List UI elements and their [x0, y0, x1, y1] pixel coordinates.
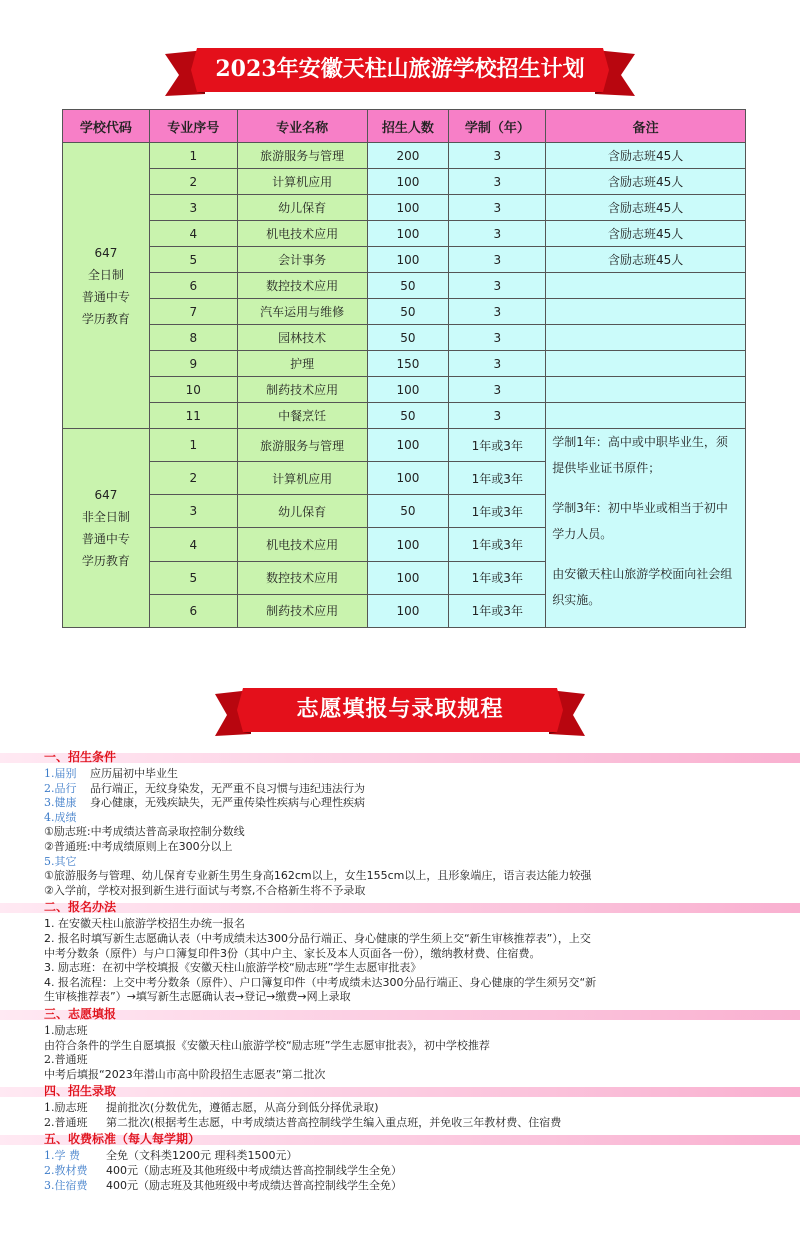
major-no-cell: 8 — [149, 325, 237, 351]
list-item: 生审核推荐表”）→填写新生志愿确认表→登记→缴费→网上录取 — [44, 990, 351, 1004]
note-cell — [546, 351, 746, 377]
duration-cell: 1年或3年 — [449, 561, 546, 594]
major-name-cell: 中餐烹饪 — [237, 403, 367, 429]
major-name-cell: 幼儿保育 — [237, 195, 367, 221]
duration-cell: 3 — [449, 403, 546, 429]
list-item: 2.品行 品行端正，无纹身染发，无严重不良习惯与违纪违法行为 — [44, 781, 365, 795]
major-name-cell: 数控技术应用 — [237, 561, 367, 594]
enroll-count-cell: 100 — [367, 462, 449, 495]
table-header-row — [63, 110, 746, 143]
plan-title: 2023年安徽天柱山旅游学校招生计划 — [215, 56, 585, 82]
header-enroll-count: 招生人数 — [367, 110, 449, 143]
note-cell — [546, 403, 746, 429]
duration-cell: 1年或3年 — [449, 462, 546, 495]
list-item: 3.健康 身心健康，无残疾缺失，无严重传染性疾病与心理性疾病 — [44, 796, 365, 810]
header-major-no: 专业序号 — [149, 110, 237, 143]
enroll-count-cell: 100 — [367, 169, 449, 195]
major-name-cell: 数控技术应用 — [237, 273, 367, 299]
header-major-name: 专业名称 — [237, 110, 367, 143]
list-item: ②入学前，学校对报到新生进行面试与考察,不合格新生将不予录取 — [44, 883, 366, 897]
major-no-cell: 2 — [149, 462, 237, 495]
duration-cell: 3 — [449, 247, 546, 273]
table-row — [63, 169, 746, 195]
list-item: 2.普通班 — [44, 1053, 88, 1067]
major-name-cell: 旅游服务与管理 — [237, 143, 367, 169]
major-name-cell: 机电技术应用 — [237, 221, 367, 247]
list-item: 3. 励志班：在初中学校填报《安徽天柱山旅游学校“励志班”学生志愿审批表》 — [44, 961, 422, 975]
rules-section — [44, 748, 800, 1193]
table-row — [63, 221, 746, 247]
major-no-cell: 9 — [149, 351, 237, 377]
section-header-registration: 二、报名办法 — [0, 900, 800, 916]
school-code-line: 学历教育 — [81, 554, 130, 568]
duration-cell: 3 — [449, 351, 546, 377]
duration-cell: 3 — [449, 325, 546, 351]
enroll-count-cell: 200 — [367, 143, 449, 169]
table-row — [63, 143, 746, 169]
major-name-cell: 制药技术应用 — [237, 377, 367, 403]
enroll-count-cell: 100 — [367, 377, 449, 403]
school-code-line: 学历教育 — [81, 311, 130, 326]
duration-cell: 3 — [449, 195, 546, 221]
note-cell: 含励志班45人 — [546, 247, 746, 273]
table-row — [63, 273, 746, 299]
section-header-admission: 四、招生录取 — [0, 1084, 800, 1100]
list-item: 由符合条件的学生自愿填报《安徽天柱山旅游学校“励志班”学生志愿审批表》，初中学校推荐 — [44, 1038, 490, 1052]
table-row — [63, 377, 746, 403]
list-item: 1.届别 应历届初中毕业生 — [44, 767, 178, 780]
note-cell: 含励志班45人 — [546, 143, 746, 169]
duration-cell: 1年或3年 — [449, 429, 546, 462]
duration-cell: 3 — [449, 377, 546, 403]
duration-cell: 3 — [449, 143, 546, 169]
rules-title-banner — [215, 680, 585, 742]
note-cell — [546, 273, 746, 299]
major-name-cell: 旅游服务与管理 — [237, 429, 367, 462]
note-cell — [546, 325, 746, 351]
school-code-line: 全日制 — [87, 267, 124, 282]
major-name-cell: 汽车运用与维修 — [237, 299, 367, 325]
note-cell: 含励志班45人 — [546, 169, 746, 195]
note-cell: 含励志班45人 — [546, 221, 746, 247]
duration-cell: 1年或3年 — [449, 594, 546, 627]
section-header-application: 三、志愿填报 — [0, 1007, 800, 1023]
list-item: ①励志班:中考成绩达普高录取控制分数线 — [44, 825, 245, 839]
rules-title: 志愿填报与录取规程 — [296, 696, 504, 722]
table-row — [63, 299, 746, 325]
major-name-cell: 计算机应用 — [237, 462, 367, 495]
major-no-cell: 6 — [149, 594, 237, 627]
list-item: ①旅游服务与管理、幼儿保育专业新生男生身高162cm以上，女生155cm以上，且形象端庄，语言表达能力较强 — [44, 869, 592, 883]
header-note: 备注 — [546, 110, 746, 143]
major-no-cell: 2 — [149, 169, 237, 195]
list-item: 2.普通班 第二批次(根据考生志愿，中考成绩达普高控制线学生编入重点班，并免收三年教材费、住宿费 — [44, 1115, 562, 1129]
major-name-cell: 机电技术应用 — [237, 528, 367, 561]
enroll-count-cell: 100 — [367, 429, 449, 462]
school-code-line: 647 — [94, 488, 118, 502]
enrollment-plan-table — [62, 109, 746, 628]
duration-cell: 3 — [449, 273, 546, 299]
note-cell — [546, 299, 746, 325]
major-no-cell: 6 — [149, 273, 237, 299]
list-item: 1.励志班 — [44, 1023, 88, 1037]
major-no-cell: 5 — [149, 561, 237, 594]
note-cell — [546, 377, 746, 403]
header-school-code: 学校代码 — [63, 110, 150, 143]
note-paragraph: 学制3年：初中毕业或相当于初中学力人员。 — [552, 501, 728, 541]
major-name-cell: 护理 — [237, 351, 367, 377]
school-code-line: 647 — [94, 245, 118, 260]
table-row — [63, 195, 746, 221]
table-row — [63, 247, 746, 273]
section-header-conditions: 一、招生条件 — [0, 750, 800, 766]
enroll-count-cell: 100 — [367, 247, 449, 273]
major-name-cell: 园林技术 — [237, 325, 367, 351]
list-item: 4.成绩 — [44, 810, 77, 824]
table-row — [63, 429, 746, 462]
list-item: 1.励志班 提前批次(分数优先，遵循志愿，从高分到低分择优录取) — [44, 1101, 379, 1115]
major-no-cell: 4 — [149, 528, 237, 561]
duration-cell: 1年或3年 — [449, 528, 546, 561]
note-cell: 含励志班45人 — [546, 195, 746, 221]
enroll-count-cell: 50 — [367, 273, 449, 299]
note-cell-merged — [546, 429, 746, 628]
major-no-cell: 3 — [149, 495, 237, 528]
list-item: 1.学 费 全免（文科类1200元 理科类1500元） — [44, 1149, 298, 1163]
plan-title-banner — [165, 40, 635, 102]
list-item: 3.住宿费 400元（励志班及其他班级中考成绩达普高控制线学生全免） — [44, 1178, 402, 1192]
list-item: ②普通班:中考成绩原则上在300分以上 — [44, 839, 233, 853]
table-row — [63, 351, 746, 377]
enroll-count-cell: 100 — [367, 594, 449, 627]
list-item: 2. 报名时填写新生志愿确认表（中考成绩未达300分品行端正、身心健康的学生须上交“新生审核推荐表”），上交 — [44, 931, 591, 945]
enroll-count-cell: 50 — [367, 299, 449, 325]
duration-cell: 3 — [449, 221, 546, 247]
note-paragraph: 由安徽天柱山旅游学校面向社会组织实施。 — [552, 567, 733, 607]
major-no-cell: 4 — [149, 221, 237, 247]
enroll-count-cell: 100 — [367, 561, 449, 594]
enroll-count-cell: 50 — [367, 325, 449, 351]
major-no-cell: 11 — [149, 403, 237, 429]
list-item: 1. 在安徽天柱山旅游学校招生办统一报名 — [44, 917, 245, 931]
major-no-cell: 7 — [149, 299, 237, 325]
duration-cell: 3 — [449, 299, 546, 325]
list-item: 5.其它 — [44, 854, 77, 868]
major-no-cell: 1 — [149, 143, 237, 169]
school-code-line: 非全日制 — [81, 510, 130, 524]
major-no-cell: 5 — [149, 247, 237, 273]
list-item: 中考后填报“2023年潜山市高中阶段招生志愿表”第二批次 — [44, 1067, 326, 1081]
note-paragraph: 学制1年：高中或中职毕业生，须提供毕业证书原件； — [552, 435, 728, 475]
list-item: 中考分数条（原件）与户口簿复印件3份（其中户主、家长及本人页面各一份），缴纳教材费、住宿费。 — [44, 946, 541, 960]
enroll-count-cell: 50 — [367, 403, 449, 429]
school-code-line: 普通中专 — [81, 289, 130, 304]
section-header-fees: 五、收费标准（每人每学期） — [0, 1132, 800, 1148]
school-code-cell — [63, 429, 150, 628]
enroll-count-cell: 150 — [367, 351, 449, 377]
major-name-cell: 制药技术应用 — [237, 594, 367, 627]
enroll-count-cell: 100 — [367, 528, 449, 561]
duration-cell: 3 — [449, 169, 546, 195]
major-no-cell: 10 — [149, 377, 237, 403]
major-no-cell: 3 — [149, 195, 237, 221]
major-name-cell: 会计事务 — [237, 247, 367, 273]
list-item: 4. 报名流程：上交中考分数条（原件）、户口簿复印件（中考成绩未达300分品行端正、身心健康的学生须另交“新 — [44, 975, 597, 989]
list-item: 2.教材费 400元（励志班及其他班级中考成绩达普高控制线学生全免） — [44, 1164, 402, 1178]
school-code-cell — [63, 143, 150, 429]
table-row — [63, 403, 746, 429]
enroll-count-cell: 100 — [367, 195, 449, 221]
school-code-line: 普通中专 — [81, 532, 130, 546]
major-name-cell: 幼儿保育 — [237, 495, 367, 528]
table-row — [63, 325, 746, 351]
duration-cell: 1年或3年 — [449, 495, 546, 528]
header-duration: 学制（年） — [449, 110, 546, 143]
major-name-cell: 计算机应用 — [237, 169, 367, 195]
enroll-count-cell: 50 — [367, 495, 449, 528]
major-no-cell: 1 — [149, 429, 237, 462]
enroll-count-cell: 100 — [367, 221, 449, 247]
